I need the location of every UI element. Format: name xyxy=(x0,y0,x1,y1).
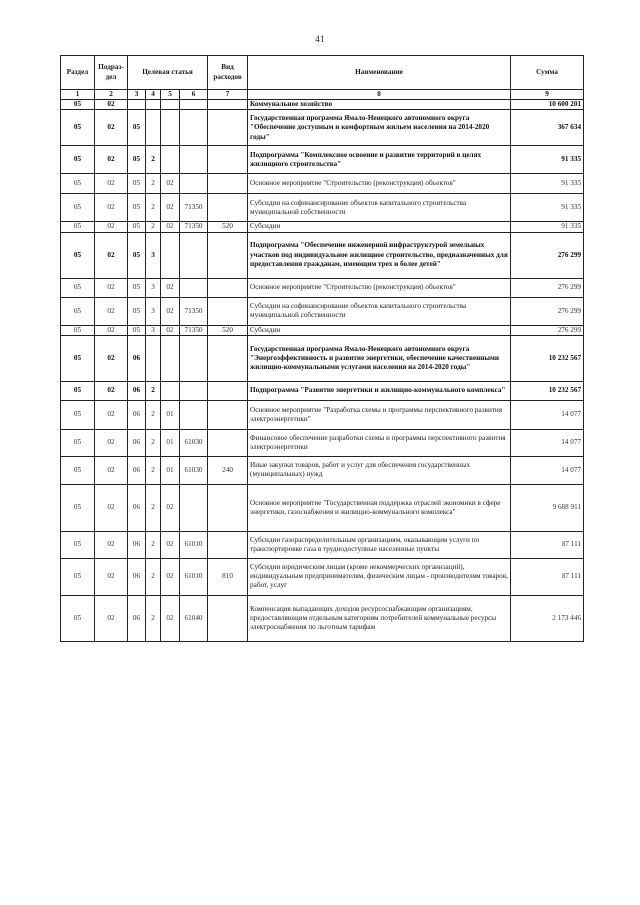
sum-cell: 14 077 xyxy=(511,456,584,484)
code-cell-c1: 05 xyxy=(61,100,95,110)
code-cell-c3: 05 xyxy=(128,232,146,278)
code-cell-c5: 02 xyxy=(161,222,180,232)
code-cell-c4: 2 xyxy=(146,558,161,595)
name-cell: Субсидии xyxy=(248,325,511,335)
header-razdel: Раздел xyxy=(61,56,95,90)
code-cell-c6: 71350 xyxy=(180,297,208,325)
code-cell-c7 xyxy=(208,110,248,146)
name-cell: Компенсация выпадающих доходов ресурсоснабжающим организациям, предоставляющим отдельным категориям потребителей коммунальные ресурсы электроснабжения по льготным тарифам xyxy=(248,595,511,641)
table-row xyxy=(61,146,584,174)
code-cell-c3: 06 xyxy=(128,484,146,531)
code-cell-c5 xyxy=(161,146,180,174)
code-cell-c5: 02 xyxy=(161,484,180,531)
code-cell-c4 xyxy=(146,335,161,381)
code-cell-c6 xyxy=(180,110,208,146)
code-cell-c3: 06 xyxy=(128,335,146,381)
code-cell-c1: 05 xyxy=(61,456,95,484)
header-number: 3 xyxy=(128,90,146,100)
code-cell-c1: 05 xyxy=(61,174,95,194)
code-cell-c2: 02 xyxy=(95,100,128,110)
table-row xyxy=(61,456,584,484)
code-cell-c6 xyxy=(180,278,208,297)
header-summa: Сумма xyxy=(511,56,584,90)
code-cell-c3: 06 xyxy=(128,595,146,641)
sum-cell: 10 232 567 xyxy=(511,335,584,381)
code-cell-c2: 02 xyxy=(95,429,128,456)
code-cell-c6 xyxy=(180,232,208,278)
header-number: 7 xyxy=(208,90,248,100)
code-cell-c6: 61040 xyxy=(180,595,208,641)
table-row xyxy=(61,335,584,381)
sum-cell: 14 077 xyxy=(511,400,584,429)
sum-cell: 91 335 xyxy=(511,194,584,222)
code-cell-c5 xyxy=(161,381,180,400)
header-number: 4 xyxy=(146,90,161,100)
table-row xyxy=(61,174,584,194)
code-cell-c2: 02 xyxy=(95,595,128,641)
table-row xyxy=(61,595,584,641)
code-cell-c3: 05 xyxy=(128,278,146,297)
code-cell-c4: 2 xyxy=(146,531,161,558)
code-cell-c6 xyxy=(180,335,208,381)
code-cell-c7 xyxy=(208,381,248,400)
code-cell-c2: 02 xyxy=(95,456,128,484)
table-row xyxy=(61,222,584,232)
code-cell-c4 xyxy=(146,100,161,110)
code-cell-c3: 05 xyxy=(128,297,146,325)
code-cell-c5 xyxy=(161,110,180,146)
name-cell: Коммунальное хозяйство xyxy=(248,100,511,110)
code-cell-c2: 02 xyxy=(95,174,128,194)
code-cell-c7 xyxy=(208,484,248,531)
name-cell: Субсидии xyxy=(248,222,511,232)
name-cell: Государственная программа Ямало-Ненецкого автономного округа "Энергоэффективность и развитие энергетики, обеспечение качественными жилищно-коммунальными услугами населения на 2014-2020 годы" xyxy=(248,335,511,381)
code-cell-c1: 05 xyxy=(61,381,95,400)
code-cell-c5: 01 xyxy=(161,456,180,484)
code-cell-c6 xyxy=(180,146,208,174)
sum-cell: 91 335 xyxy=(511,222,584,232)
code-cell-c1: 05 xyxy=(61,595,95,641)
table-row xyxy=(61,531,584,558)
code-cell-c7 xyxy=(208,100,248,110)
header-number: 9 xyxy=(511,90,584,100)
code-cell-c2: 02 xyxy=(95,297,128,325)
name-cell: Субсидии на софинансирование объектов капитального строительства муниципальной собственности xyxy=(248,194,511,222)
sum-cell: 10 232 567 xyxy=(511,381,584,400)
code-cell-c2: 02 xyxy=(95,400,128,429)
name-cell: Подпрограмма "Развитие энергетики и жилищно-коммунального комплекса" xyxy=(248,381,511,400)
name-cell: Субсидии на софинансирование объектов капитального строительства муниципальной собственности xyxy=(248,297,511,325)
page-number: 41 xyxy=(315,34,325,44)
sum-cell: 10 600 201 xyxy=(511,100,584,110)
table-row xyxy=(61,278,584,297)
table-row xyxy=(61,194,584,222)
code-cell-c2: 02 xyxy=(95,232,128,278)
code-cell-c3: 06 xyxy=(128,381,146,400)
code-cell-c4: 2 xyxy=(146,456,161,484)
code-cell-c1: 05 xyxy=(61,531,95,558)
table-row xyxy=(61,558,584,595)
code-cell-c4: 2 xyxy=(146,174,161,194)
header-number: 5 xyxy=(161,90,180,100)
sum-cell: 2 173 446 xyxy=(511,595,584,641)
code-cell-c3: 06 xyxy=(128,558,146,595)
code-cell-c3: 06 xyxy=(128,400,146,429)
code-cell-c3: 05 xyxy=(128,174,146,194)
code-cell-c7 xyxy=(208,232,248,278)
sum-cell: 276 299 xyxy=(511,232,584,278)
code-cell-c3: 05 xyxy=(128,110,146,146)
code-cell-c6: 71350 xyxy=(180,194,208,222)
code-cell-c3: 06 xyxy=(128,456,146,484)
table-row xyxy=(61,232,584,278)
table-row xyxy=(61,297,584,325)
sum-cell: 91 335 xyxy=(511,174,584,194)
code-cell-c3: 05 xyxy=(128,194,146,222)
sum-cell: 87 111 xyxy=(511,531,584,558)
code-cell-c7 xyxy=(208,194,248,222)
code-cell-c5: 02 xyxy=(161,325,180,335)
code-cell-c2: 02 xyxy=(95,558,128,595)
code-cell-c6 xyxy=(180,100,208,110)
code-cell-c2: 02 xyxy=(95,222,128,232)
code-cell-c5 xyxy=(161,100,180,110)
header-podrazdel: Подраз- дел xyxy=(95,56,128,90)
code-cell-c4: 2 xyxy=(146,194,161,222)
code-cell-c5: 02 xyxy=(161,558,180,595)
code-cell-c5: 01 xyxy=(161,400,180,429)
code-cell-c6 xyxy=(180,484,208,531)
sum-cell: 14 077 xyxy=(511,429,584,456)
code-cell-c1: 05 xyxy=(61,110,95,146)
code-cell-c1: 05 xyxy=(61,325,95,335)
code-cell-c1: 05 xyxy=(61,278,95,297)
code-cell-c1: 05 xyxy=(61,297,95,325)
sum-cell: 276 299 xyxy=(511,297,584,325)
code-cell-c4: 3 xyxy=(146,325,161,335)
table-row xyxy=(61,325,584,335)
code-cell-c5: 02 xyxy=(161,531,180,558)
code-cell-c3: 06 xyxy=(128,531,146,558)
name-cell: Подпрограмма "Обеспечение инженерной инфраструктурой земельных участков под индивидуальное жилищное строительство, предназначенных для предоставления гражданам, имеющим трех и более детей" xyxy=(248,232,511,278)
code-cell-c4: 3 xyxy=(146,232,161,278)
code-cell-c6 xyxy=(180,174,208,194)
name-cell: Иные закупки товаров, работ и услуг для обеспечения государственных (муниципальных) нужд xyxy=(248,456,511,484)
code-cell-c5 xyxy=(161,232,180,278)
name-cell: Основное мероприятие "Государственная поддержка отраслей экономики в сфере энергетики, газоснабжения и жилищно-коммунального комплекса" xyxy=(248,484,511,531)
code-cell-c3: 06 xyxy=(128,429,146,456)
table-row xyxy=(61,484,584,531)
header-number-row xyxy=(61,90,584,100)
code-cell-c7 xyxy=(208,595,248,641)
code-cell-c6: 71350 xyxy=(180,222,208,232)
code-cell-c7 xyxy=(208,174,248,194)
sum-cell: 276 299 xyxy=(511,325,584,335)
header-number: 2 xyxy=(95,90,128,100)
code-cell-c4: 2 xyxy=(146,400,161,429)
code-cell-c3 xyxy=(128,100,146,110)
code-cell-c3: 05 xyxy=(128,325,146,335)
code-cell-c5: 02 xyxy=(161,278,180,297)
code-cell-c4: 2 xyxy=(146,484,161,531)
header-tselevaya-statya: Целевая статья xyxy=(128,56,208,90)
code-cell-c5: 02 xyxy=(161,174,180,194)
code-cell-c7 xyxy=(208,297,248,325)
code-cell-c1: 05 xyxy=(61,232,95,278)
code-cell-c1: 05 xyxy=(61,558,95,595)
header-number: 6 xyxy=(180,90,208,100)
sum-cell: 9 688 911 xyxy=(511,484,584,531)
header-number: 1 xyxy=(61,90,95,100)
code-cell-c6: 71350 xyxy=(180,325,208,335)
code-cell-c7 xyxy=(208,146,248,174)
code-cell-c2: 02 xyxy=(95,194,128,222)
table-row xyxy=(61,429,584,456)
code-cell-c1: 05 xyxy=(61,194,95,222)
code-cell-c5: 02 xyxy=(161,194,180,222)
name-cell: Основное мероприятие "Строительство (реконструкция) объектов" xyxy=(248,174,511,194)
name-cell: Подпрограмма "Комплексное освоение и развитие территорий в целях жилищного строительства" xyxy=(248,146,511,174)
code-cell-c6: 61030 xyxy=(180,456,208,484)
header-row xyxy=(61,56,584,90)
code-cell-c7 xyxy=(208,531,248,558)
code-cell-c4 xyxy=(146,110,161,146)
code-cell-c6: 61030 xyxy=(180,429,208,456)
code-cell-c2: 02 xyxy=(95,335,128,381)
code-cell-c2: 02 xyxy=(95,325,128,335)
code-cell-c1: 05 xyxy=(61,335,95,381)
header-naimenovanie: Наименование xyxy=(248,56,511,90)
header-number: 8 xyxy=(248,90,511,100)
code-cell-c7 xyxy=(208,429,248,456)
code-cell-c6: 61010 xyxy=(180,531,208,558)
code-cell-c6: 61010 xyxy=(180,558,208,595)
code-cell-c1: 05 xyxy=(61,484,95,531)
name-cell: Основное мероприятие "Разработка схемы и программы перспективного развития электроэнергетики" xyxy=(248,400,511,429)
code-cell-c3: 05 xyxy=(128,222,146,232)
code-cell-c4: 2 xyxy=(146,595,161,641)
code-cell-c2: 02 xyxy=(95,146,128,174)
code-cell-c7 xyxy=(208,278,248,297)
code-cell-c4: 2 xyxy=(146,222,161,232)
table-row xyxy=(61,110,584,146)
code-cell-c7: 240 xyxy=(208,456,248,484)
sum-cell: 87 111 xyxy=(511,558,584,595)
code-cell-c4: 3 xyxy=(146,297,161,325)
name-cell: Финансовое обеспечение разработки схемы и программы перспективного развития электроэнергетики xyxy=(248,429,511,456)
code-cell-c7: 520 xyxy=(208,222,248,232)
code-cell-c4: 2 xyxy=(146,146,161,174)
name-cell: Субсидии юридическим лицам (кроме некоммерческих организаций), индивидуальным предпринимателям, физическим лицам - производителям товаров, работ, услуг xyxy=(248,558,511,595)
code-cell-c1: 05 xyxy=(61,146,95,174)
header-vid-rashodov: Вид расходов xyxy=(208,56,248,90)
table-row xyxy=(61,100,584,110)
name-cell: Субсидии газораспределительным организациям, оказывающим услуги по транспортировке газа в труднодоступные населенные пункты xyxy=(248,531,511,558)
code-cell-c2: 02 xyxy=(95,110,128,146)
code-cell-c5: 02 xyxy=(161,297,180,325)
code-cell-c2: 02 xyxy=(95,278,128,297)
code-cell-c4: 3 xyxy=(146,278,161,297)
sum-cell: 367 634 xyxy=(511,110,584,146)
code-cell-c7: 520 xyxy=(208,325,248,335)
name-cell: Основное мероприятие "Строительство (реконструкция) объектов" xyxy=(248,278,511,297)
code-cell-c5: 01 xyxy=(161,429,180,456)
code-cell-c5 xyxy=(161,335,180,381)
code-cell-c2: 02 xyxy=(95,531,128,558)
code-cell-c1: 05 xyxy=(61,429,95,456)
code-cell-c3: 05 xyxy=(128,146,146,174)
sum-cell: 91 335 xyxy=(511,146,584,174)
code-cell-c4: 2 xyxy=(146,429,161,456)
table-row xyxy=(61,381,584,400)
code-cell-c6 xyxy=(180,381,208,400)
code-cell-c1: 05 xyxy=(61,400,95,429)
code-cell-c7 xyxy=(208,335,248,381)
table-row xyxy=(61,400,584,429)
code-cell-c2: 02 xyxy=(95,381,128,400)
name-cell: Государственная программа Ямало-Ненецкого автономного округа "Обеспечение доступным и комфортным жильем населения на 2014-2020 годы" xyxy=(248,110,511,146)
code-cell-c5: 02 xyxy=(161,595,180,641)
budget-table xyxy=(60,55,584,642)
code-cell-c4: 2 xyxy=(146,381,161,400)
code-cell-c6 xyxy=(180,400,208,429)
code-cell-c2: 02 xyxy=(95,484,128,531)
sum-cell: 276 299 xyxy=(511,278,584,297)
code-cell-c1: 05 xyxy=(61,222,95,232)
code-cell-c7 xyxy=(208,400,248,429)
code-cell-c7: 810 xyxy=(208,558,248,595)
